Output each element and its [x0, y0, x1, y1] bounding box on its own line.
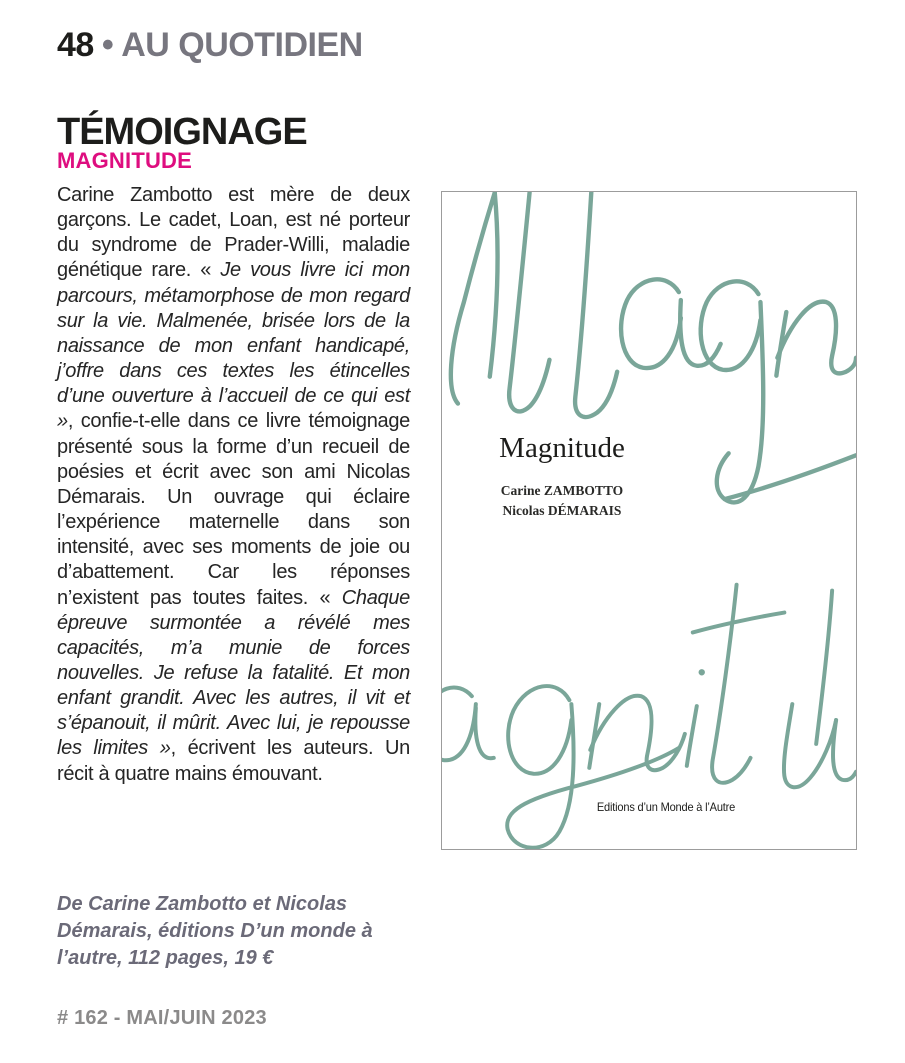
- cover-author-1: Carine ZAMBOTTO: [500, 483, 624, 498]
- section-title: AU QUOTIDIEN: [121, 26, 363, 64]
- issue-footer: # 162 - MAI/JUIN 2023: [57, 1007, 267, 1029]
- article-body: Carine Zambotto est mère de deux garçons. Le cadet, Loan, est né porteur du syndrome de Prader-Willi, maladie génétique rare. « Je vous livre ici mon parcours, métamorphose de mon regard sur la vie. Malmenée, brisée lors de la naissance de mon enfant handicapé, j’offre dans ces textes les étincelles d’une ouverture à l’accueil de ce qui est », confie-t-elle dans ce livre témoignage présenté sous la forme d’un recueil de poésies et écrit avec son ami Nicolas Démarais. Un ouvrage qui éclaire l’expérience maternelle dans son intensité, avec ses moments de joie ou d’abattement. Car les réponses n’existent pas toutes faites. « Chaque épreuve surmontée a révélé mes capacités, m’a munie de forces nouvelles. Je refuse la fatalité. Et mon enfant grandit. Avec les autres, il vit et s’épanouit, il mûrit. Avec lui, je repousse les limites », écrivent les auteurs. Un récit à quatre mains émouvant.: [57, 184, 410, 785]
- article-kicker: TÉMOIGNAGE: [57, 111, 307, 153]
- cover-publisher: Editions d’un Monde à l’Autre: [596, 800, 736, 814]
- article-title: MAGNITUDE: [57, 148, 193, 173]
- running-head: [57, 26, 363, 64]
- cover-authors: [442, 481, 682, 520]
- book-cover: [441, 191, 857, 850]
- article-credit: De Carine Zambotto et Nicolas Démarais, éditions D’un monde à l’autre, 112 pages, 19 €: [57, 893, 373, 969]
- bullet-separator: •: [101, 26, 114, 64]
- cover-author-2: Nicolas DÉMARAIS: [502, 502, 622, 518]
- cover-script-art: [442, 192, 856, 849]
- cover-book-title: Magnitude: [499, 432, 625, 464]
- page-number: 48: [57, 26, 94, 64]
